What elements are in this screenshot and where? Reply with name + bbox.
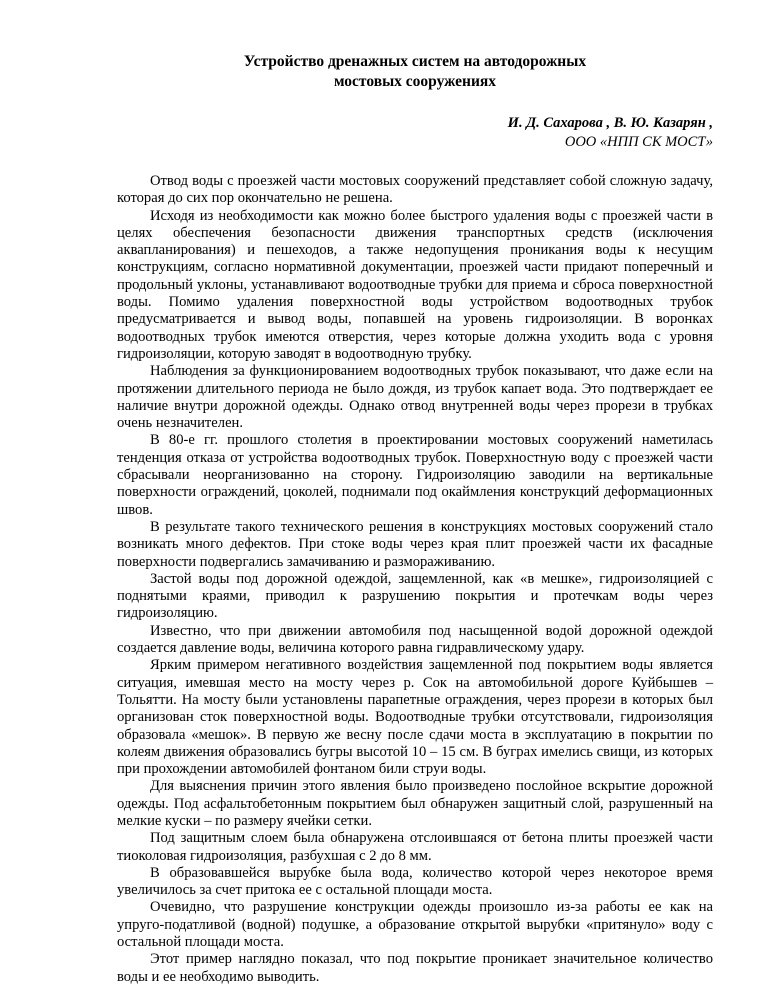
paragraph: Под защитным слоем была обнаружена отслоившаяся от бетона плиты проезжей части тиоколовая гидроизоляция, разбухшая с 2 до 8 мм. bbox=[117, 830, 713, 864]
paragraph: Ярким примером негативного воздействия защемленной под покрытием воды является ситуация, имевшая место на мосту через р. Сок на автомобильной дороге Куйбышев – Тольятти. На мосту были установлены парапетные ограждения, через прорези в которых был организован сток поверхностной воды. Водоотводные трубки отсутствовали, гидроизоляция образовала «мешок». В первую же весну после сдачи моста в эксплуатацию в покрытии по колеям движения образовались бугры высотой 10 – 15 см. В буграх имелись свищи, из которых при прохождении автомобилей фонтаном били струи воды. bbox=[117, 657, 713, 778]
paragraph: Для выяснения причин этого явления было произведено послойное вскрытие дорожной одежды. Под асфальтобетонным покрытием был обнаружен защитный слой, разрушенный на мелкие куски – по размеру ячейки сетки. bbox=[117, 778, 713, 829]
article-body bbox=[117, 173, 713, 986]
paragraph: В 80-е гг. прошлого столетия в проектировании мостовых сооружений наметилась тенденция отказа от устройства водоотводных трубок. Поверхностную воду с проезжей части сбрасывали неорганизованно на сторону. Гидроизоляцию заводили на вертикальные поверхности ограждений, цоколей, поднимали под окаймления конструкций деформационных швов. bbox=[117, 432, 713, 518]
title-line-2: мостовых сооружениях bbox=[333, 73, 497, 90]
author-block bbox=[117, 114, 713, 152]
paragraph: Застой воды под дорожной одеждой, защемленной, как «в мешке», гидроизоляцией с поднятыми краями, приводил к разрушению покрытия и протечкам воды через гидроизоляцию. bbox=[117, 570, 713, 622]
paragraph: Отвод воды с проезжей части мостовых сооружений представляет собой сложную задачу, которая до сих пор окончательно не решена. bbox=[117, 173, 713, 207]
paragraph: Исходя из необходимости как можно более быстрого удаления воды с проезжей части в целях обеспечения безопасности движения транспортных средств (исключения аквапланирования) и пешеходов, а также недопущения проникания воды к несущим конструкциям, согласно нормативной документации, проезжей части придают поперечный и продольный уклоны, устанавливают водоотводные трубки для приема и сброса поверхностной воды. Помимо удаления поверхностной воды устройством водоотводных трубок предусматривается и вывод воды, попавшей на уровень гидроизоляции. В воронках водоотводных трубок имеются отверстия, через которые должна уходить вода с уровня гидроизоляции, которую заводят в водоотводную трубку. bbox=[117, 207, 713, 362]
paragraph: Очевидно, что разрушение конструкции одежды произошло из-за работы ее как на упруго-податливой (водной) подушке, а образование открытой вырубки «притянуло» воду с остальной площади моста. bbox=[117, 899, 713, 951]
paragraph: В образовавшейся вырубке была вода, количество которой через некоторое время увеличилось за счет притока ее с остальной площади моста. bbox=[117, 864, 713, 899]
paragraph: В результате такого технического решения в конструкциях мостовых сооружений стало возникать много дефектов. При стоке воды через края плит проезжей части их фасадные поверхности подвергались замачиванию и размораживанию. bbox=[117, 518, 713, 570]
paragraph: Этот пример наглядно показал, что под покрытие проникает значительное количество воды и ее необходимо выводить. bbox=[117, 951, 713, 985]
paragraph: Известно, что при движении автомобиля под насыщенной водой дорожной одеждой создается давление воды, величина которого равна гидравлическому удару. bbox=[117, 622, 713, 657]
title-line-1: Устройство дренажных систем на автодорожных bbox=[243, 53, 587, 70]
document-page bbox=[117, 52, 713, 986]
article-title bbox=[117, 52, 713, 92]
author-names: И. Д. Сахарова , В. Ю. Казарян , bbox=[507, 115, 713, 131]
paragraph: Наблюдения за функционированием водоотводных трубок показывают, что даже если на протяжении длительного периода не было дождя, из трубок капает вода. Это подтверждает ее наличие внутри дорожной одежды. Однако отвод внутренней воды через прорези в трубках очень незначителен. bbox=[117, 363, 713, 432]
author-organization: ООО «НПП СК МОСТ» bbox=[564, 134, 713, 150]
